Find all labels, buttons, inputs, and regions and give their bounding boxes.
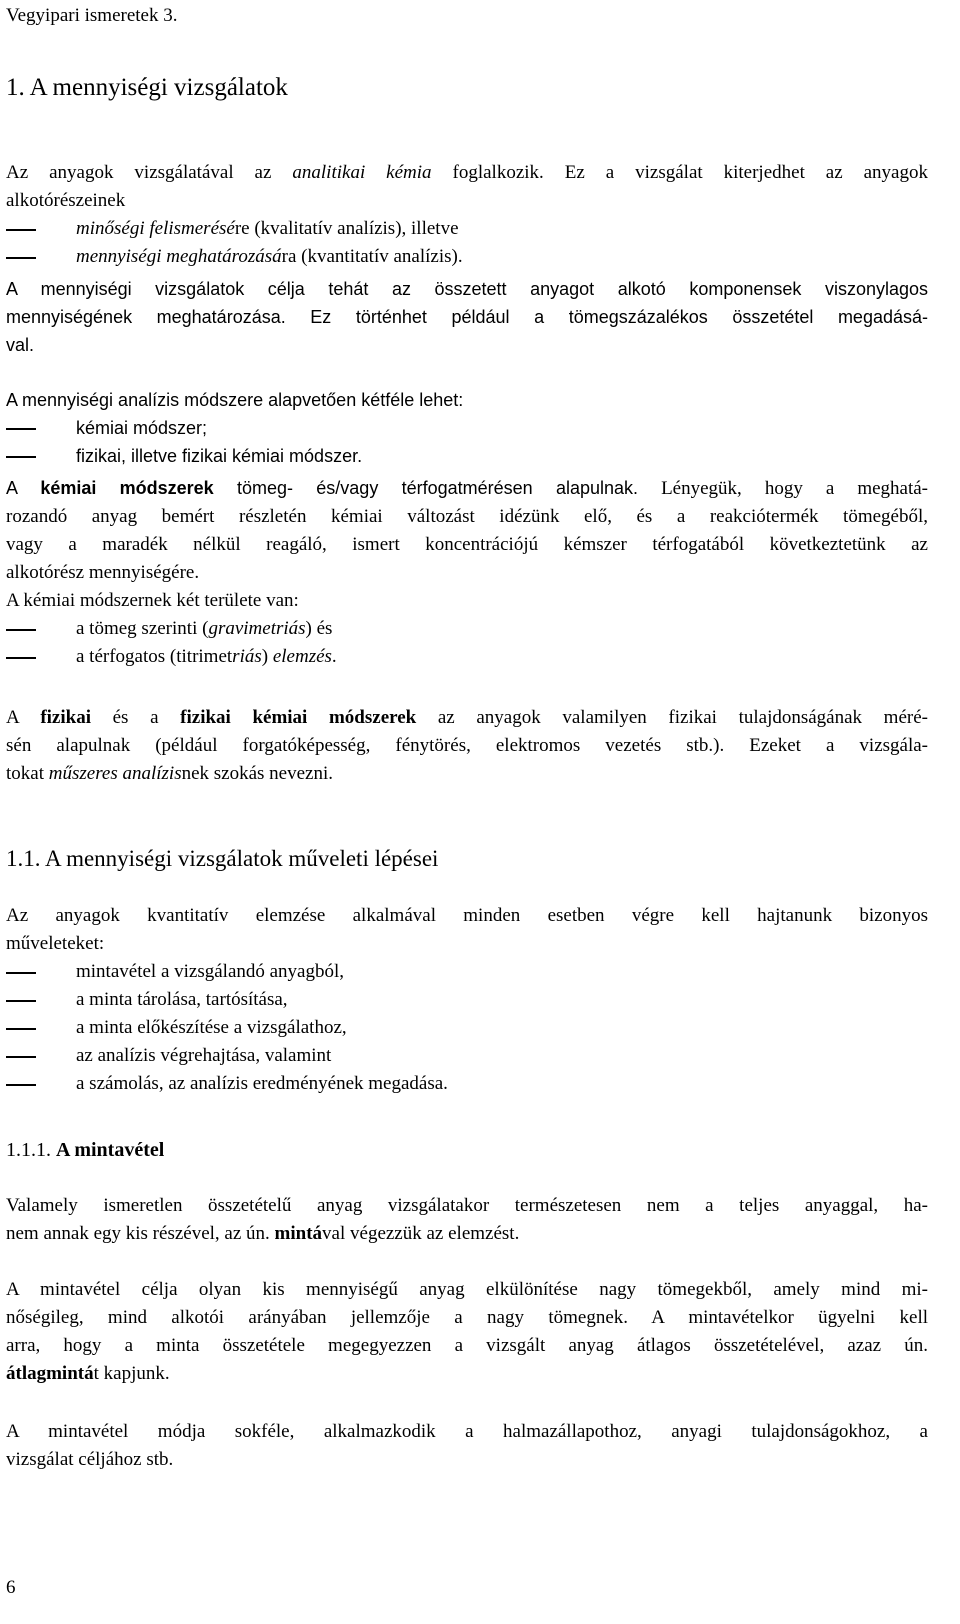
paragraph-physical-methods (6, 704, 928, 788)
text-line: Az anyagok vizsgálatával az analitikai kémia foglalkozik. Ez a vizsgálat kiterjedhet az anyagok (6, 162, 928, 183)
text-line: A fizikai és a fizikai kémiai módszerek az anyagok valamilyen fizikai tulajdonságának méré- (6, 707, 928, 728)
text-line: A kémiai módszernek két területe van: (6, 590, 299, 611)
paragraph-sampling-goal (6, 1276, 928, 1388)
list-item: mintavétel a vizsgálandó anyagból, (6, 958, 928, 986)
page-footer (6, 1574, 928, 1602)
list-item: a minta előkészítése a vizsgálathoz, (6, 1014, 928, 1042)
text-line: mennyiségének meghatározása. Ez történhet például a tömegszázalékos összetétel megadásá- (6, 307, 928, 327)
subsubsection-heading (6, 1135, 928, 1165)
text-line: nem annak egy kis részével, az ún. mintával végezzük az elemzést. (6, 1223, 520, 1244)
text-line: A mintavétel módja sokféle, alkalmazkodik a halmazállapothoz, anyagi tulajdonságokhoz, a (6, 1421, 928, 1442)
text-line: műveleteket: (6, 933, 105, 954)
text-line: átlagmintát kapjunk. (6, 1363, 170, 1384)
section-title: A mennyiségi vizsgálatok (29, 74, 288, 101)
text-line: A mennyiségi analízis módszere alapvetően kétféle lehet: (6, 390, 464, 410)
text-line: A mennyiségi vizsgálatok célja tehát az összetett anyagot alkotó komponensek viszonylagos (6, 279, 928, 299)
list-item: a térfogatos (titrimetriás) elemzés. (6, 643, 928, 671)
text-line: vagy a maradék nélkül reagáló, ismert koncentrációjú kémszer térfogatából következtetünk az (6, 534, 928, 555)
text-line: Valamely ismeretlen összetételű anyag vizsgálatakor természetesen nem a teljes anyaggal, ha- (6, 1195, 928, 1216)
text-line: alkotórészeinek (6, 190, 126, 211)
text-line: alkotórész mennyiségére. (6, 562, 200, 583)
subsubsection-number: 1.1.1. (6, 1139, 51, 1161)
running-header (6, 2, 928, 30)
paragraph-methods (6, 386, 928, 470)
list-item: a számolás, az analízis eredményének megadása. (6, 1070, 928, 1098)
text-line: nőségileg, mind alkotói arányában jellemzője a nagy tömegnek. A mintavételkor ügyelni kell (6, 1307, 928, 1328)
list-item: mennyiségi meghatározására (kvantitatív analízis). (6, 243, 928, 271)
list-item: kémiai módszer; (6, 414, 928, 442)
section-heading (6, 71, 928, 105)
subsection-number: 1.1. (6, 846, 41, 871)
text-line: arra, hogy a minta összetétele megegyezzen a vizsgált anyag átlagos összetételével, azaz ún. (6, 1335, 928, 1356)
list-item: fizikai, illetve fizikai kémiai módszer. (6, 442, 928, 470)
subsubsection-title: A mintavétel (56, 1139, 165, 1161)
text-line: rozandó anyag bemért részletén kémiai változást idézünk elő, és a reakciótermék tömegéből, (6, 506, 928, 527)
text-line: A kémiai módszerek tömeg- és/vagy térfogatmérésen alapulnak. Lényegük, hogy a meghatá- (6, 478, 929, 499)
text-line: val. (6, 335, 35, 355)
list-item: minőségi felismerésére (kvalitatív analízis), illetve (6, 215, 928, 243)
subsection-title: A mennyiségi vizsgálatok műveleti lépései (44, 846, 439, 871)
text-line: A mintavétel célja olyan kis mennyiségű anyag elkülönítése nagy tömegekből, amely mind mi- (6, 1279, 928, 1300)
paragraph-goal (6, 275, 928, 359)
text-line: Az anyagok kvantitatív elemzése alkalmával minden esetben végre kell hajtanunk bizonyos (6, 905, 928, 926)
text-line: vizsgálat céljához stb. (6, 1449, 174, 1470)
list-item: a minta tárolása, tartósítása, (6, 986, 928, 1014)
paragraph-intro (6, 159, 928, 271)
list-item: a tömeg szerinti (gravimetriás) és (6, 615, 928, 643)
subsection-heading (6, 843, 928, 875)
text-line: tokat műszeres analízisnek szokás nevezni. (6, 763, 334, 784)
text-line: sén alapulnak (például forgatóképesség, fénytörés, elektromos vezetés stb.). Ezeket a vizsgála- (6, 735, 928, 756)
page-number: 6 (6, 1577, 16, 1598)
list-item: az analízis végrehajtása, valamint (6, 1042, 928, 1070)
paragraph-sampling-methods (6, 1418, 928, 1474)
paragraph-sample (6, 1192, 928, 1248)
paragraph-steps (6, 902, 928, 1098)
running-title: Vegyipari ismeretek 3. (6, 5, 178, 26)
section-number: 1. (6, 74, 25, 101)
paragraph-chemical-methods (6, 474, 928, 671)
